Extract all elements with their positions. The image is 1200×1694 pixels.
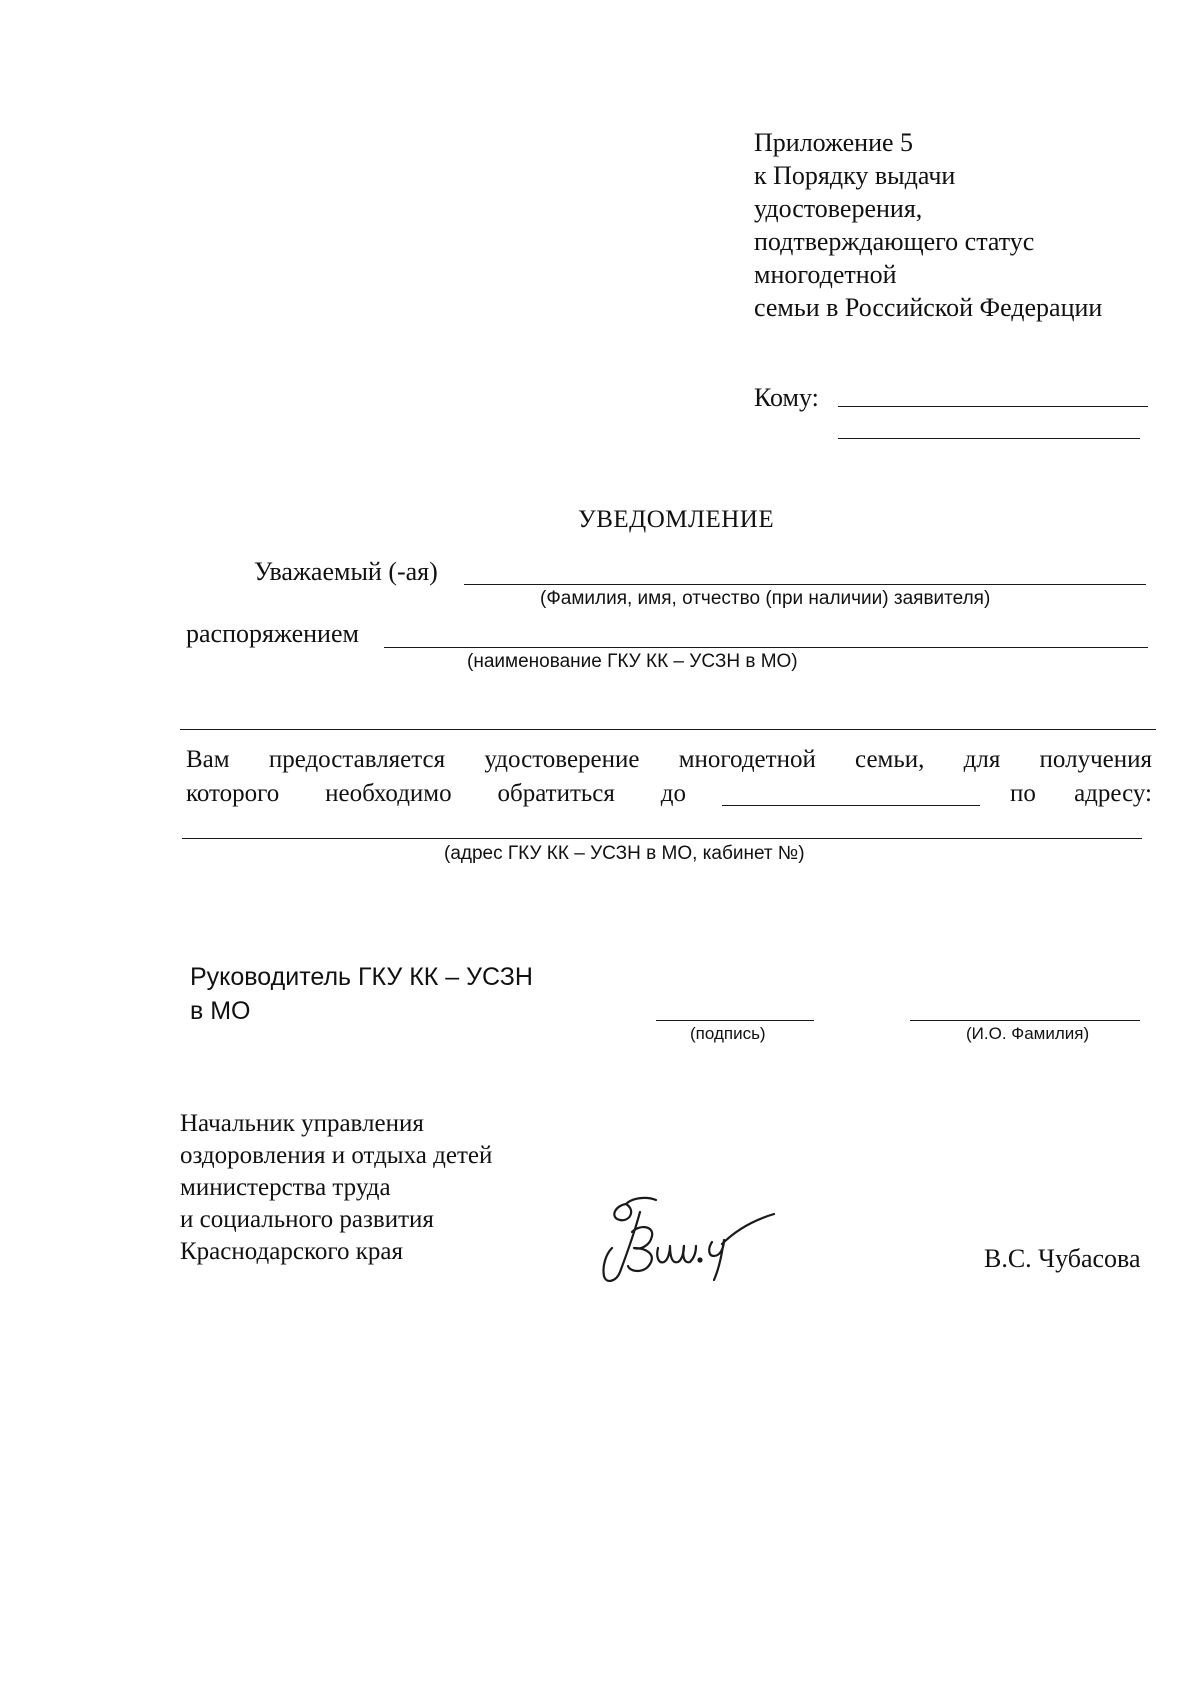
body-word: до [660, 780, 686, 807]
to-label: Кому: [754, 383, 819, 412]
handwritten-signature [596, 1184, 806, 1294]
body-word: которого [186, 780, 280, 807]
greeting-label: Уважаемый (-ая) [254, 557, 438, 586]
body-word: Вам [186, 746, 230, 773]
name-line [910, 1020, 1140, 1021]
appendix-header [754, 126, 1102, 324]
head-title-line: Руководитель ГКУ КК – УСЗН [190, 963, 533, 991]
head-title [190, 960, 533, 1028]
body-word: по [1010, 780, 1036, 807]
chief-title [180, 1108, 492, 1268]
body-word: получения [1039, 746, 1152, 773]
appendix-line: многодетной [754, 260, 897, 289]
body-word: адресу: [1074, 780, 1152, 807]
order-label: распоряжением [186, 619, 359, 648]
name-hint: (И.О. Фамилия) [966, 1024, 1090, 1043]
document-title: УВЕДОМЛЕНИЕ [578, 506, 775, 533]
deadline-line [722, 805, 980, 806]
order-line [384, 647, 1148, 648]
chief-title-line: и социального развития [180, 1206, 434, 1233]
chief-title-line: министерства труда [180, 1174, 391, 1201]
greeting-hint: (Фамилия, имя, отчество (при наличии) заявителя) [540, 588, 991, 609]
signature-line [656, 1020, 814, 1021]
chief-title-line: Краснодарского края [180, 1238, 403, 1265]
order-hint: (наименование ГКУ КК – УСЗН в МО) [467, 651, 798, 672]
body-word: необходимо [325, 780, 452, 807]
appendix-line: семьи в Российской Федерации [754, 293, 1103, 322]
appendix-line: к Порядку выдачи [754, 161, 956, 190]
body-line-1 [186, 744, 1152, 776]
order-line-2 [180, 729, 1156, 730]
head-title-line: в МО [190, 997, 251, 1025]
to-line-1 [838, 406, 1148, 407]
body-line-2 [186, 778, 686, 810]
body-word: обратиться [497, 780, 615, 807]
greeting-name-line [464, 584, 1146, 585]
body-word: для [963, 746, 1001, 773]
body-word: предоставляется [268, 746, 446, 773]
chief-title-line: оздоровления и отдыха детей [180, 1142, 493, 1169]
address-hint: (адрес ГКУ КК – УСЗН в МО, кабинет №) [444, 843, 805, 864]
appendix-line: удостоверения, [754, 194, 923, 223]
appendix-line: подтверждающего статус [754, 227, 1035, 256]
appendix-line: Приложение 5 [754, 128, 914, 157]
address-line [182, 838, 1142, 839]
to-line-2 [838, 438, 1140, 439]
body-line-2-tail [1010, 778, 1152, 810]
signature-hint: (подпись) [690, 1024, 766, 1043]
body-word: удостоверение [484, 746, 640, 773]
chief-name: В.С. Чубасова [984, 1244, 1141, 1273]
chief-title-line: Начальник управления [180, 1110, 424, 1137]
body-word: многодетной [678, 746, 816, 773]
body-word: семьи, [855, 746, 925, 773]
